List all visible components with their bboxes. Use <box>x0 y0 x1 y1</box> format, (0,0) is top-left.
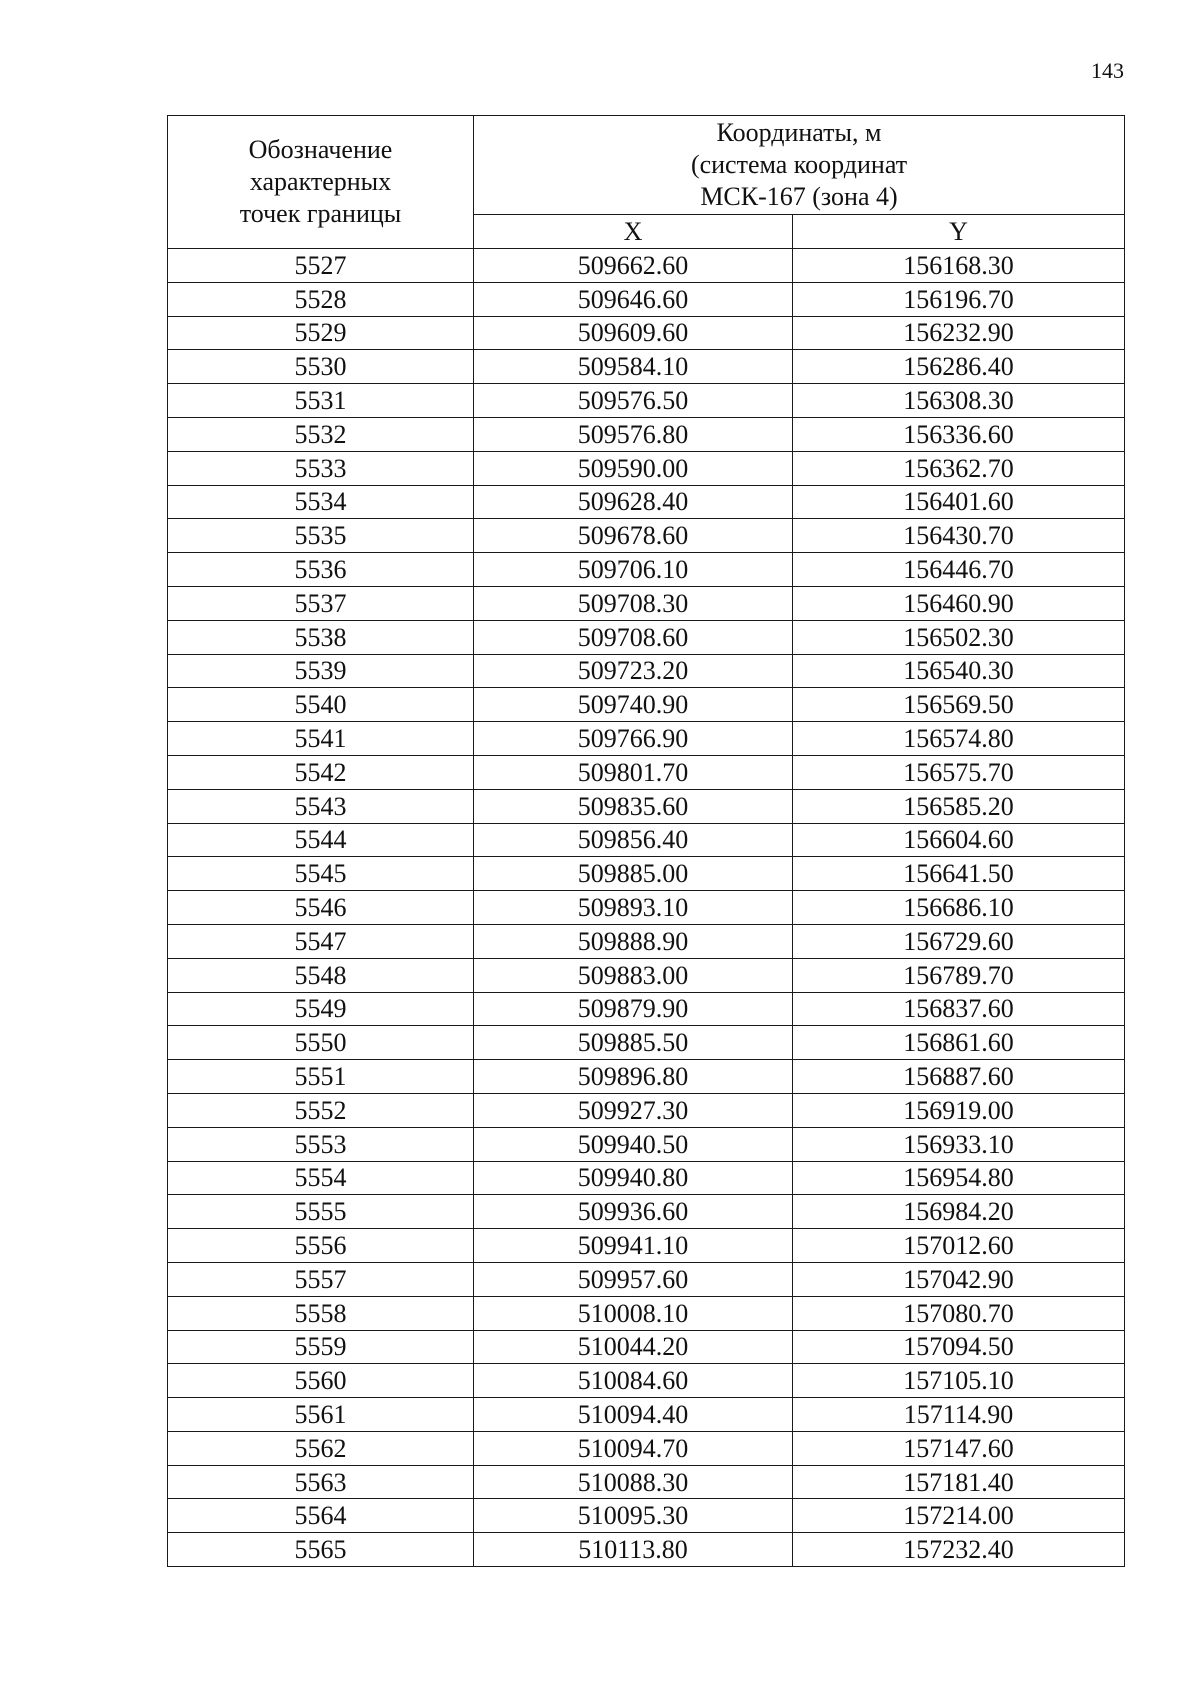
y-coordinate-cell: 156569.50 <box>793 688 1125 722</box>
x-coordinate-cell: 509888.90 <box>474 924 793 958</box>
table-row <box>168 519 1125 553</box>
table-row <box>168 1262 1125 1296</box>
point-id-cell: 5540 <box>168 688 474 722</box>
point-id-cell: 5550 <box>168 1026 474 1060</box>
point-id-cell: 5564 <box>168 1499 474 1533</box>
x-coordinate-cell: 509708.60 <box>474 620 793 654</box>
point-id-cell: 5549 <box>168 992 474 1026</box>
x-coordinate-cell: 509706.10 <box>474 553 793 587</box>
page-number: 143 <box>1091 58 1124 83</box>
header-coordinates-line: (система координат <box>690 150 908 179</box>
x-coordinate-cell: 509646.60 <box>474 282 793 316</box>
y-coordinate-cell: 156574.80 <box>793 722 1125 756</box>
table-row <box>168 654 1125 688</box>
x-coordinate-cell: 509801.70 <box>474 755 793 789</box>
y-coordinate-cell: 157214.00 <box>793 1499 1125 1533</box>
point-id-cell: 5551 <box>168 1060 474 1094</box>
table-row <box>168 1364 1125 1398</box>
table-row <box>168 384 1125 418</box>
y-coordinate-cell: 157094.50 <box>793 1330 1125 1364</box>
x-coordinate-cell: 510084.60 <box>474 1364 793 1398</box>
y-coordinate-cell: 156686.10 <box>793 891 1125 925</box>
x-coordinate-cell: 509879.90 <box>474 992 793 1026</box>
table-row <box>168 789 1125 823</box>
y-coordinate-cell: 156460.90 <box>793 586 1125 620</box>
x-coordinate-cell: 509678.60 <box>474 519 793 553</box>
table-row <box>168 755 1125 789</box>
x-coordinate-cell: 510095.30 <box>474 1499 793 1533</box>
table-row <box>168 1296 1125 1330</box>
table-row <box>168 992 1125 1026</box>
point-id-cell: 5538 <box>168 620 474 654</box>
y-coordinate-cell: 157080.70 <box>793 1296 1125 1330</box>
y-coordinate-cell: 156401.60 <box>793 485 1125 519</box>
header-coordinates-line: Координаты, м <box>716 118 882 147</box>
x-coordinate-cell: 509662.60 <box>474 249 793 283</box>
y-coordinate-cell: 156919.00 <box>793 1093 1125 1127</box>
x-coordinate-cell: 509708.30 <box>474 586 793 620</box>
y-coordinate-cell: 156308.30 <box>793 384 1125 418</box>
point-id-cell: 5558 <box>168 1296 474 1330</box>
x-coordinate-cell: 509896.80 <box>474 1060 793 1094</box>
y-coordinate-cell: 156604.60 <box>793 823 1125 857</box>
x-coordinate-cell: 509940.50 <box>474 1127 793 1161</box>
table-row <box>168 1431 1125 1465</box>
table-row <box>168 451 1125 485</box>
y-coordinate-cell: 156362.70 <box>793 451 1125 485</box>
point-id-cell: 5546 <box>168 891 474 925</box>
point-id-cell: 5527 <box>168 249 474 283</box>
point-id-cell: 5536 <box>168 553 474 587</box>
point-id-cell: 5542 <box>168 755 474 789</box>
x-coordinate-cell: 510094.70 <box>474 1431 793 1465</box>
y-coordinate-cell: 156336.60 <box>793 417 1125 451</box>
point-id-cell: 5535 <box>168 519 474 553</box>
y-coordinate-cell: 156641.50 <box>793 857 1125 891</box>
table-row <box>168 891 1125 925</box>
x-coordinate-cell: 509835.60 <box>474 789 793 823</box>
point-id-cell: 5532 <box>168 417 474 451</box>
x-coordinate-cell: 510094.40 <box>474 1398 793 1432</box>
table-body <box>168 249 1125 1567</box>
y-coordinate-cell: 156729.60 <box>793 924 1125 958</box>
table-row <box>168 1093 1125 1127</box>
x-coordinate-cell: 509856.40 <box>474 823 793 857</box>
table-row <box>168 485 1125 519</box>
table-row <box>168 1229 1125 1263</box>
point-id-cell: 5544 <box>168 823 474 857</box>
y-coordinate-cell: 156196.70 <box>793 282 1125 316</box>
table-row <box>168 1026 1125 1060</box>
point-id-cell: 5548 <box>168 958 474 992</box>
x-coordinate-cell: 509885.00 <box>474 857 793 891</box>
y-coordinate-cell: 157105.10 <box>793 1364 1125 1398</box>
x-coordinate-cell: 509766.90 <box>474 722 793 756</box>
x-coordinate-cell: 509883.00 <box>474 958 793 992</box>
header-coordinates <box>474 116 1125 215</box>
header-point-designation <box>168 116 474 249</box>
table-row <box>168 553 1125 587</box>
x-coordinate-cell: 509893.10 <box>474 891 793 925</box>
point-id-cell: 5541 <box>168 722 474 756</box>
table-row <box>168 823 1125 857</box>
header-y: Y <box>793 215 1125 249</box>
table-row <box>168 1060 1125 1094</box>
table-row <box>168 282 1125 316</box>
y-coordinate-cell: 156984.20 <box>793 1195 1125 1229</box>
point-id-cell: 5556 <box>168 1229 474 1263</box>
y-coordinate-cell: 156837.60 <box>793 992 1125 1026</box>
y-coordinate-cell: 157181.40 <box>793 1465 1125 1499</box>
y-coordinate-cell: 156446.70 <box>793 553 1125 587</box>
point-id-cell: 5562 <box>168 1431 474 1465</box>
table-row <box>168 688 1125 722</box>
point-id-cell: 5552 <box>168 1093 474 1127</box>
y-coordinate-cell: 156232.90 <box>793 316 1125 350</box>
y-coordinate-cell: 156168.30 <box>793 249 1125 283</box>
x-coordinate-cell: 509941.10 <box>474 1229 793 1263</box>
point-id-cell: 5537 <box>168 586 474 620</box>
header-point-designation-line: характерных <box>249 167 392 196</box>
table-row <box>168 958 1125 992</box>
point-id-cell: 5559 <box>168 1330 474 1364</box>
y-coordinate-cell: 156954.80 <box>793 1161 1125 1195</box>
table-row <box>168 1330 1125 1364</box>
x-coordinate-cell: 509576.80 <box>474 417 793 451</box>
table-row <box>168 620 1125 654</box>
y-coordinate-cell: 156585.20 <box>793 789 1125 823</box>
table-row <box>168 350 1125 384</box>
table-row <box>168 857 1125 891</box>
x-coordinate-cell: 509957.60 <box>474 1262 793 1296</box>
coordinates-table <box>167 115 1125 1567</box>
header-coordinates-line: МСК-167 (зона 4) <box>700 182 898 211</box>
y-coordinate-cell: 156887.60 <box>793 1060 1125 1094</box>
x-coordinate-cell: 510008.10 <box>474 1296 793 1330</box>
point-id-cell: 5531 <box>168 384 474 418</box>
point-id-cell: 5555 <box>168 1195 474 1229</box>
point-id-cell: 5530 <box>168 350 474 384</box>
y-coordinate-cell: 157232.40 <box>793 1533 1125 1567</box>
table-row <box>168 924 1125 958</box>
table-row <box>168 249 1125 283</box>
y-coordinate-cell: 156286.40 <box>793 350 1125 384</box>
header-point-designation-line: Обозначение <box>248 135 393 164</box>
y-coordinate-cell: 156861.60 <box>793 1026 1125 1060</box>
point-id-cell: 5534 <box>168 485 474 519</box>
y-coordinate-cell: 156502.30 <box>793 620 1125 654</box>
point-id-cell: 5529 <box>168 316 474 350</box>
table-row <box>168 1499 1125 1533</box>
x-coordinate-cell: 509628.40 <box>474 485 793 519</box>
point-id-cell: 5563 <box>168 1465 474 1499</box>
table-row <box>168 1161 1125 1195</box>
point-id-cell: 5543 <box>168 789 474 823</box>
y-coordinate-cell: 157042.90 <box>793 1262 1125 1296</box>
point-id-cell: 5554 <box>168 1161 474 1195</box>
x-coordinate-cell: 509936.60 <box>474 1195 793 1229</box>
x-coordinate-cell: 509590.00 <box>474 451 793 485</box>
table-row <box>168 1195 1125 1229</box>
y-coordinate-cell: 156789.70 <box>793 958 1125 992</box>
x-coordinate-cell: 509885.50 <box>474 1026 793 1060</box>
x-coordinate-cell: 510113.80 <box>474 1533 793 1567</box>
point-id-cell: 5547 <box>168 924 474 958</box>
x-coordinate-cell: 510088.30 <box>474 1465 793 1499</box>
x-coordinate-cell: 510044.20 <box>474 1330 793 1364</box>
table-row <box>168 1465 1125 1499</box>
x-coordinate-cell: 509576.50 <box>474 384 793 418</box>
table-row <box>168 1533 1125 1567</box>
point-id-cell: 5533 <box>168 451 474 485</box>
point-id-cell: 5557 <box>168 1262 474 1296</box>
point-id-cell: 5560 <box>168 1364 474 1398</box>
point-id-cell: 5545 <box>168 857 474 891</box>
y-coordinate-cell: 156540.30 <box>793 654 1125 688</box>
point-id-cell: 5553 <box>168 1127 474 1161</box>
header-x: X <box>474 215 793 249</box>
table-row <box>168 1127 1125 1161</box>
table-row <box>168 722 1125 756</box>
table-row <box>168 1398 1125 1432</box>
y-coordinate-cell: 156575.70 <box>793 755 1125 789</box>
y-coordinate-cell: 156933.10 <box>793 1127 1125 1161</box>
table-row <box>168 586 1125 620</box>
point-id-cell: 5528 <box>168 282 474 316</box>
y-coordinate-cell: 157012.60 <box>793 1229 1125 1263</box>
x-coordinate-cell: 509609.60 <box>474 316 793 350</box>
y-coordinate-cell: 157114.90 <box>793 1398 1125 1432</box>
x-coordinate-cell: 509940.80 <box>474 1161 793 1195</box>
table-row <box>168 417 1125 451</box>
x-coordinate-cell: 509584.10 <box>474 350 793 384</box>
y-coordinate-cell: 156430.70 <box>793 519 1125 553</box>
point-id-cell: 5539 <box>168 654 474 688</box>
point-id-cell: 5561 <box>168 1398 474 1432</box>
point-id-cell: 5565 <box>168 1533 474 1567</box>
y-coordinate-cell: 157147.60 <box>793 1431 1125 1465</box>
x-coordinate-cell: 509927.30 <box>474 1093 793 1127</box>
table-row <box>168 316 1125 350</box>
x-coordinate-cell: 509740.90 <box>474 688 793 722</box>
x-coordinate-cell: 509723.20 <box>474 654 793 688</box>
header-point-designation-line: точек границы <box>239 199 402 228</box>
